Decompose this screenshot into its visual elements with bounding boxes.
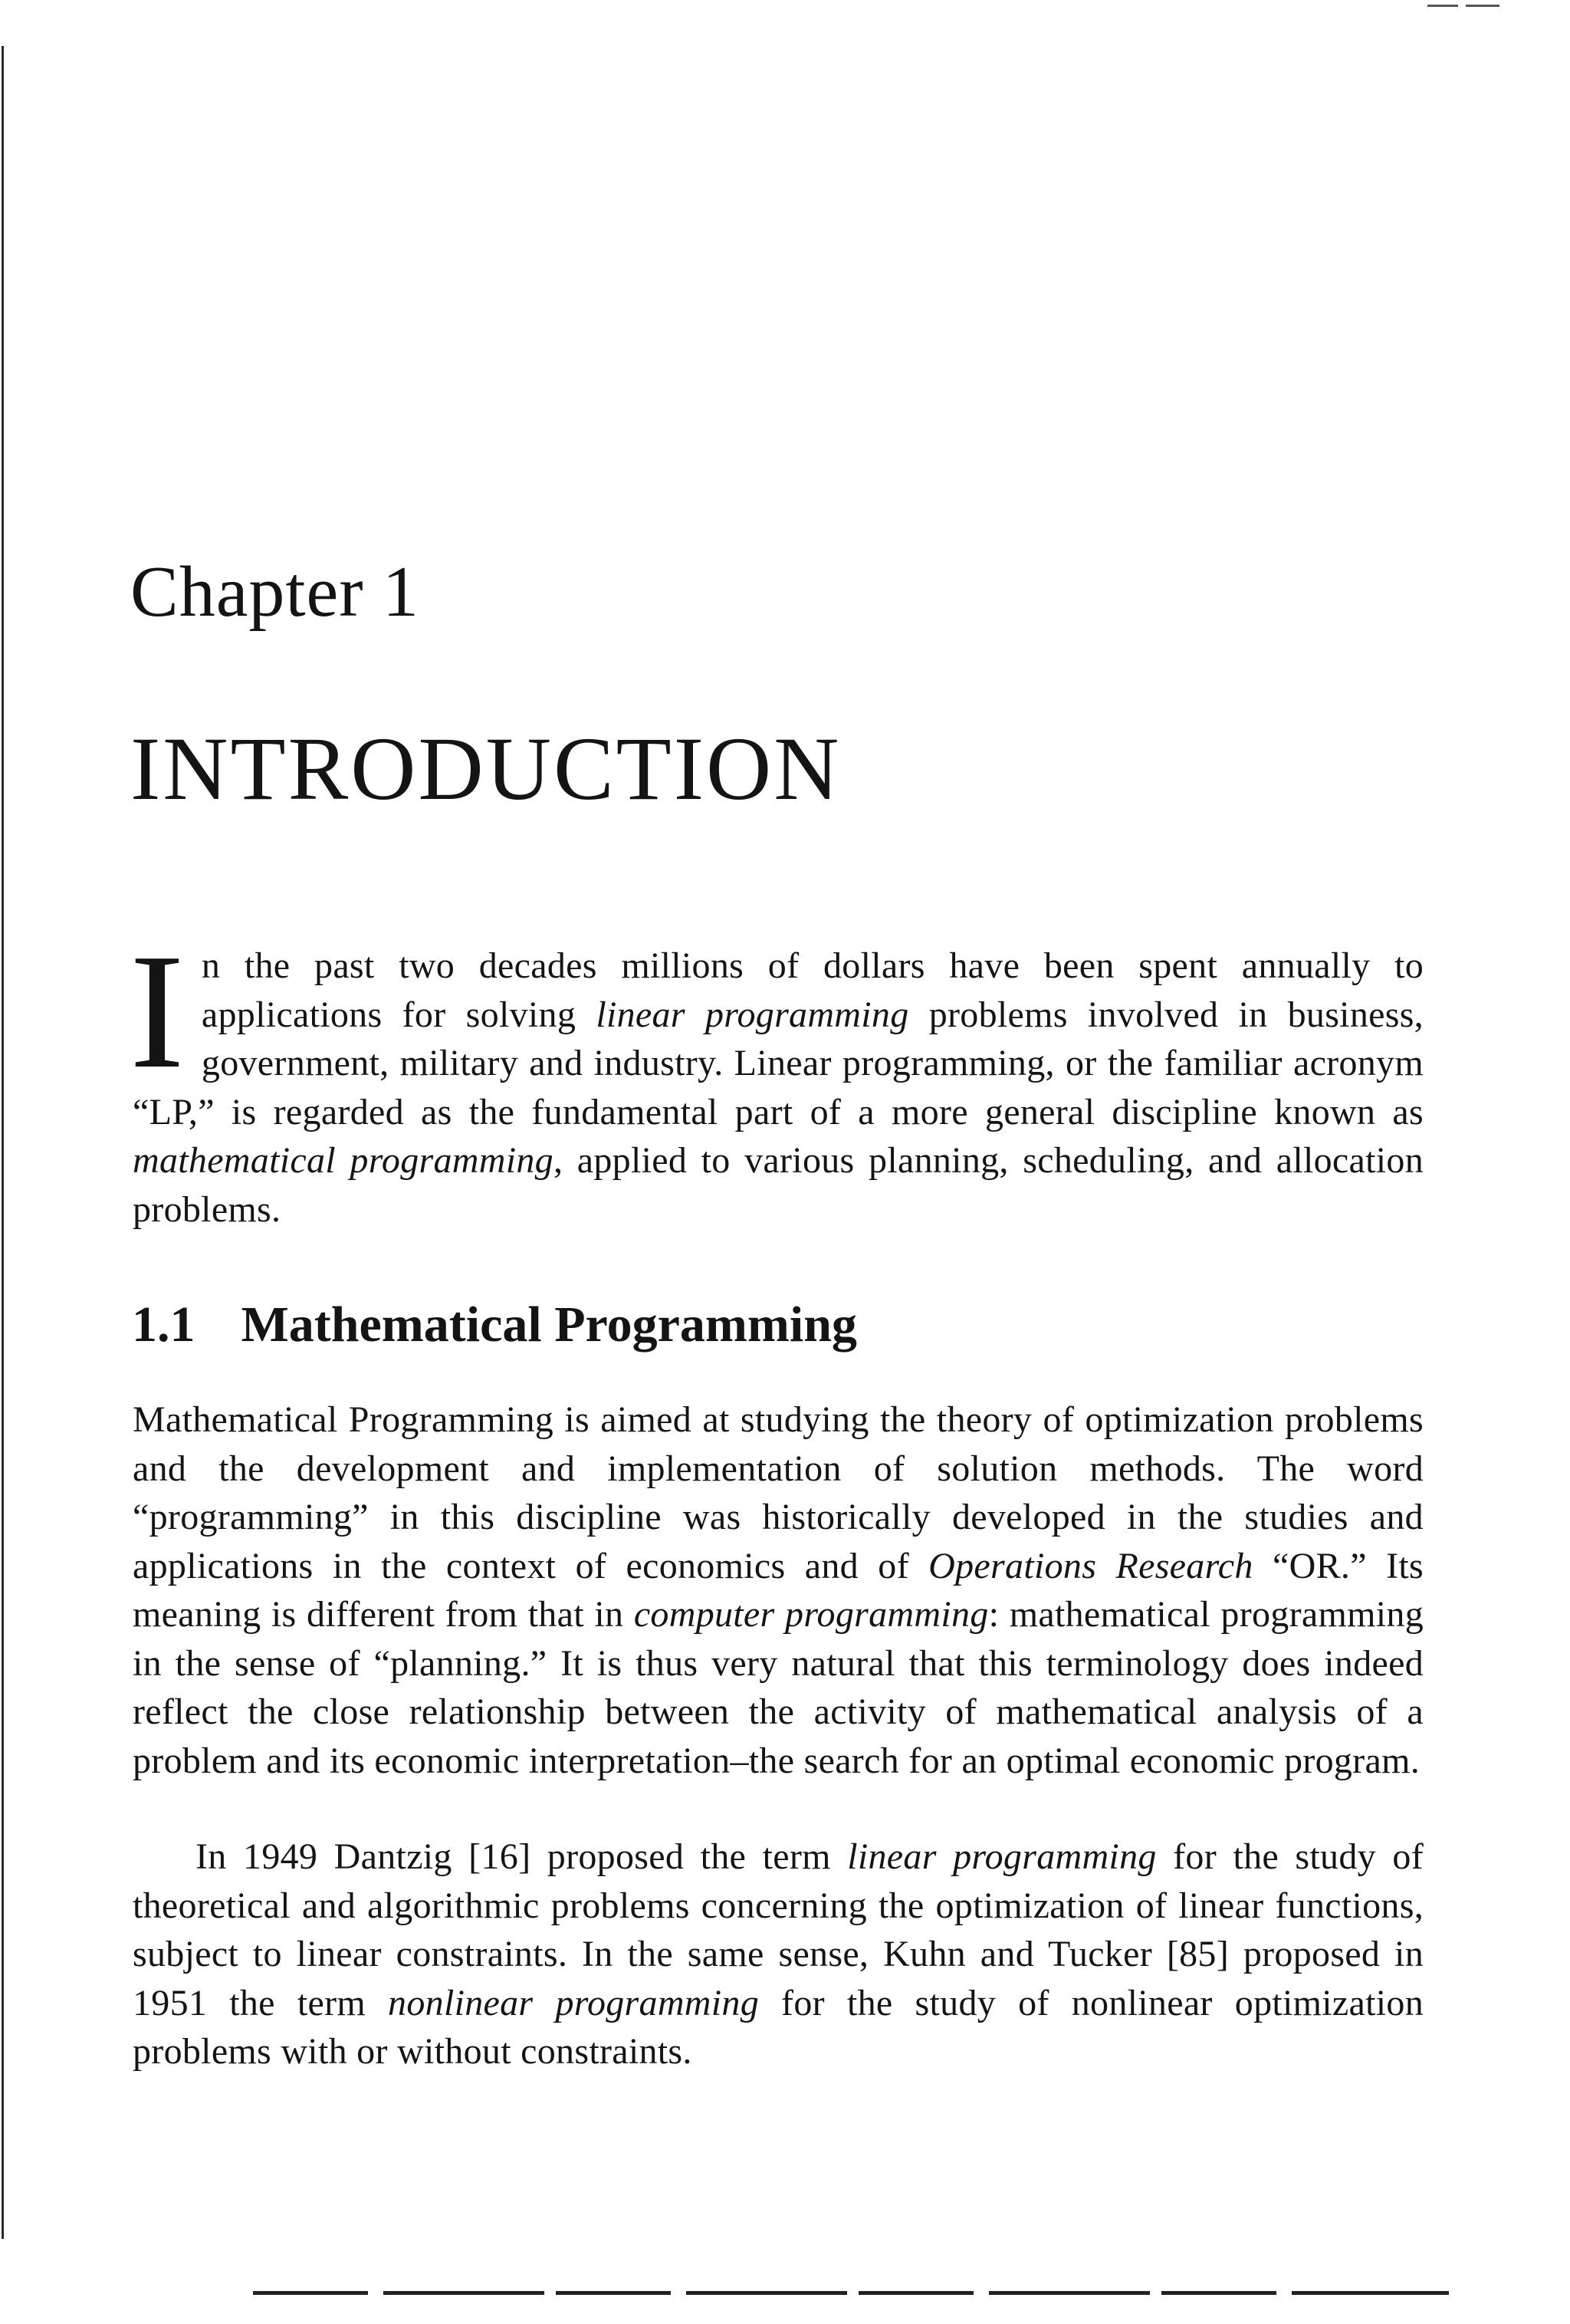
intro-text: n the past two decades millions of dollars have been spent annually to applications for solving xyxy=(201,945,1424,1035)
page-edge-rule xyxy=(2,46,4,2239)
body-text: for the study of nonlinear optimization problems with or without constraints. xyxy=(133,1982,1424,2072)
intro-paragraph xyxy=(130,919,1424,1234)
bottom-edge-rule xyxy=(253,2291,1449,2295)
body-paragraph xyxy=(133,1833,1424,2076)
intro-text: problems involved in business, government, military and industry. Linear programming, or the familiar acronym “LP,” is regarded as the fundamental part of a more general discipline known as xyxy=(133,994,1424,1132)
body-text: “OR.” Its meaning is different from that in xyxy=(133,1545,1424,1635)
emphasis-term: Operations Research xyxy=(928,1545,1253,1586)
chapter-label: Chapter 1 xyxy=(130,552,420,632)
emphasis-term: computer programming xyxy=(633,1594,989,1635)
body-text: In 1949 Dantzig [16] proposed the term xyxy=(195,1836,848,1877)
body-text: Mathematical Programming is aimed at studying the theory of optimization problems and the development and implementation of solution methods. The word “programming” in this discipline was historically developed in the studies and applications in the context of economics and of xyxy=(133,1399,1424,1586)
emphasis-term: nonlinear programming xyxy=(388,1982,759,2023)
section-heading xyxy=(132,1296,857,1354)
body-text: : mathematical programming in the sense of “planning.” It is thus very natural that this terminology does indeed reflect the close relationship between the activity of mathematical analysis of a problem and its economic interpretation–the search for an optimal economic program. xyxy=(133,1594,1424,1781)
emphasis-term: mathematical programming xyxy=(133,1140,553,1181)
section-number: 1.1 xyxy=(132,1297,195,1353)
emphasis-term: linear programming xyxy=(847,1836,1157,1877)
emphasis-term: linear programming xyxy=(596,994,909,1035)
top-edge-mark xyxy=(1466,5,1499,7)
body-text: for the study of theoretical and algorithmic problems concerning the optimization of linear functions, subject to linear constraints. In the same sense, Kuhn and Tucker [85] proposed in 1951 the term xyxy=(133,1836,1424,2023)
body-paragraph xyxy=(133,1395,1424,1785)
top-edge-mark xyxy=(1427,5,1458,7)
drop-cap: I xyxy=(130,919,185,1103)
chapter-title: INTRODUCTION xyxy=(130,718,842,819)
intro-text: , applied to various planning, scheduling, and allocation problems. xyxy=(133,1140,1424,1230)
section-title: Mathematical Programming xyxy=(241,1297,857,1353)
